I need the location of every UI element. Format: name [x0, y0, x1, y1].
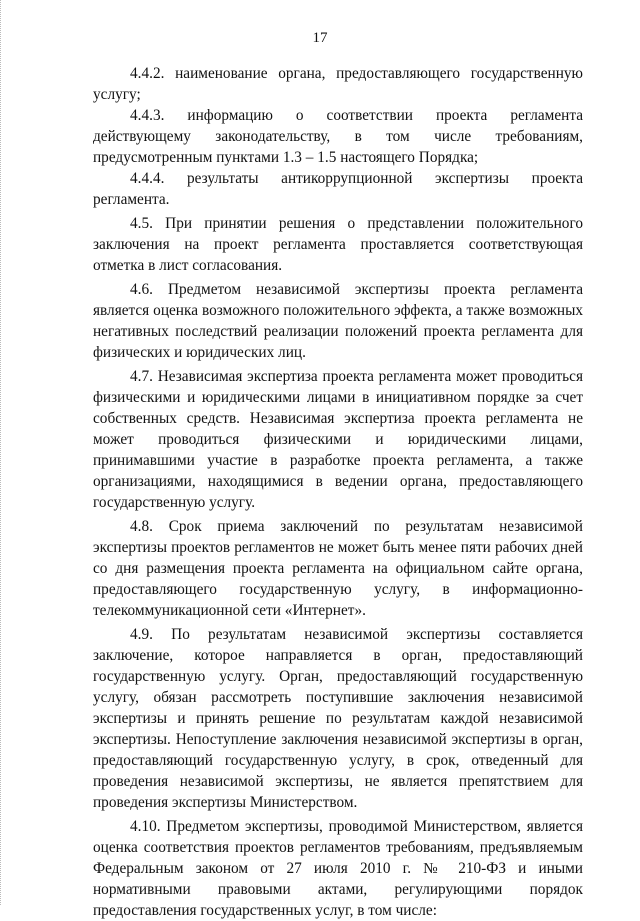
paragraph-4-4-4: 4.4.4. результаты антикоррупционной экспертизы проекта регламента. [93, 170, 583, 208]
paragraph-4-9: 4.9. По результатам независимой экспертизы составляется заключение, которое направляется в орган, предоставляющий государственную услугу. Орган, предоставляющий государственную услугу, обязан рассмотреть поступившие заключения независимой экспертизы и принять решение по результатам каждой независимой экспертизы. Непоступление заключения независимой экспертизы в орган, предоставляющий государственную услугу, в срок, отведенный для проведения независимой экспертизы, не является препятствием для проведения экспертизы Министерством. [93, 626, 583, 811]
paragraph-4-8: 4.8. Срок приема заключений по результатам независимой экспертизы проектов регламентов не может быть менее пяти рабочих дней со дня размещения проекта регламента на официальном сайте органа, предоставляющего государственную услугу, в информационно-телекоммуникационной сети «Интернет». [93, 518, 583, 619]
paragraph-4-4-3: 4.4.3. информацию о соответствии проекта регламента действующему законодательству, в том числе требованиям, предусмотренным пунктами 1.3 – 1.5 настоящего Порядка; [93, 107, 583, 166]
paragraph-4-10: 4.10. Предметом экспертизы, проводимой Министерством, является оценка соответствия проектов регламентов требованиям, предъявляемым Федеральным законом от 27 июля 2010 г. № 210-ФЗ и иными нормативными правовыми актами, регулирующими порядок предоставления государственных услуг, в том числе: [93, 818, 583, 919]
document-body [93, 63, 583, 921]
scan-margin-edge [0, 0, 5, 905]
paragraph-4-5: 4.5. При принятии решения о представлении положительного заключения на проект регламента проставляется соответствующая отметка в лист согласования. [93, 215, 583, 274]
paragraph-4-7: 4.7. Независимая экспертиза проекта регламента может проводиться физическими и юридическими лицами в инициативном порядке за счет собственных средств. Независимая экспертиза проекта регламента не может проводиться физическими и юридическими лицами, принимавшими участие в разработке проекта регламента, а также организациями, находящимися в ведении органа, предоставляющего государственную услугу. [93, 368, 583, 511]
page-number: 17 [312, 30, 328, 46]
paragraph-4-6: 4.6. Предметом независимой экспертизы проекта регламента является оценка возможного положительного эффекта, а также возможных негативных последствий реализации положений проекта регламента для физических и юридических лиц. [93, 281, 583, 361]
paragraph-4-4-2: 4.4.2. наименование органа, предоставляющего государственную услугу; [93, 65, 583, 103]
